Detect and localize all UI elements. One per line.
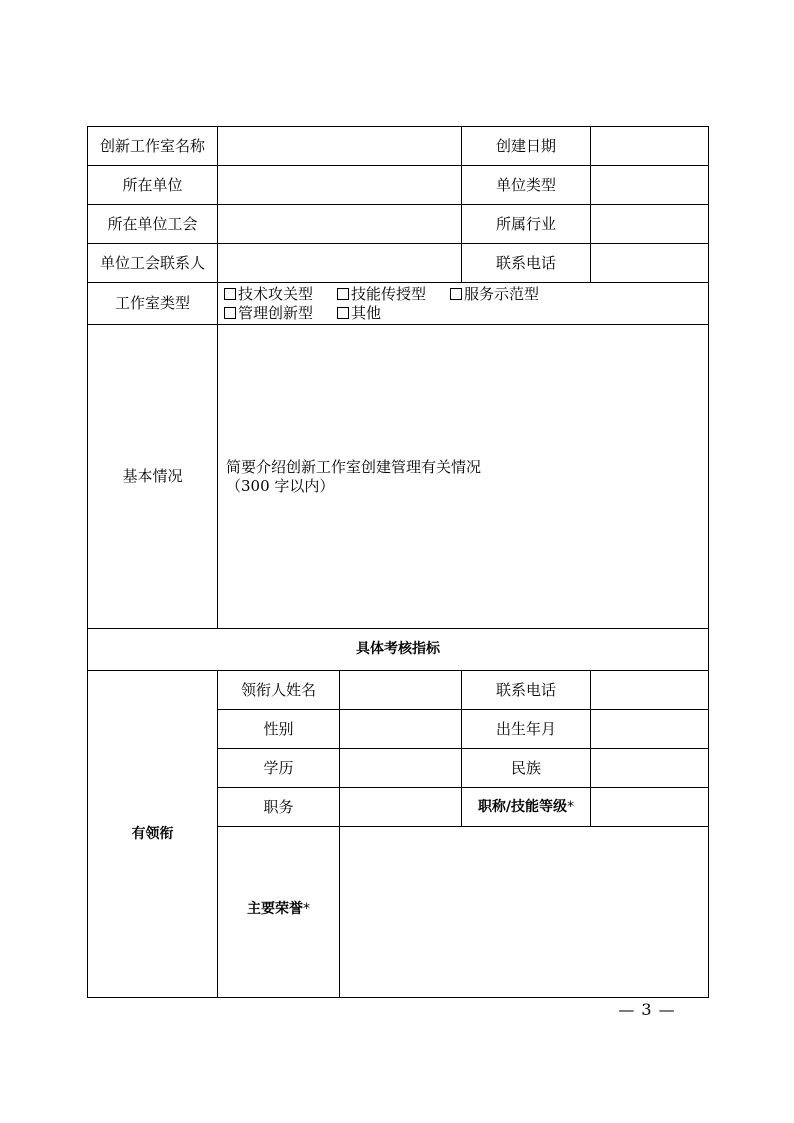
checkbox-management-innovation[interactable]: [224, 304, 313, 323]
title-skill-level-text: 职称/技能等级: [477, 798, 568, 815]
form-row-studio-type: [88, 283, 709, 325]
checkbox-label: 其他: [351, 303, 382, 322]
ethnicity-field[interactable]: [591, 749, 709, 788]
gender-label: 性别: [218, 710, 340, 749]
creation-date-field[interactable]: [591, 127, 709, 166]
checkbox-label: 技术攻关型: [238, 284, 314, 303]
studio-name-label: 创新工作室名称: [88, 127, 218, 166]
form-row-unit: [88, 166, 709, 205]
checkbox-icon: [450, 288, 462, 300]
checkbox-icon: [337, 307, 349, 319]
basic-info-label: 基本情况: [88, 325, 218, 629]
form-row-basic-info: [88, 325, 709, 629]
honors-field[interactable]: [340, 827, 709, 998]
honors-text: 主要荣誉: [247, 901, 303, 917]
checkbox-skill-transfer[interactable]: [337, 285, 426, 304]
checkbox-tech-breakthrough[interactable]: [224, 285, 313, 304]
position-label: 职务: [218, 788, 340, 827]
title-skill-level-field[interactable]: [591, 788, 709, 827]
leader-name-field[interactable]: [340, 671, 462, 710]
required-star: *: [303, 901, 310, 917]
studio-type-options-line2: [224, 304, 702, 323]
form-row-name: [88, 127, 709, 166]
education-label: 学历: [218, 749, 340, 788]
unit-type-label: 单位类型: [462, 166, 591, 205]
unit-label: 所在单位: [88, 166, 218, 205]
unit-type-field[interactable]: [591, 166, 709, 205]
section-title: 具体考核指标: [88, 629, 709, 671]
title-skill-level-label: [462, 788, 591, 827]
union-field[interactable]: [218, 205, 462, 244]
position-field[interactable]: [340, 788, 462, 827]
industry-field[interactable]: [591, 205, 709, 244]
union-contact-label: 单位工会联系人: [88, 244, 218, 283]
basic-info-hint-line2: （300 字以内）: [226, 476, 335, 495]
contact-phone-label: 联系电话: [462, 244, 591, 283]
required-star: *: [567, 798, 575, 815]
application-form: [87, 126, 709, 998]
union-contact-field[interactable]: [218, 244, 462, 283]
checkbox-label: 技能传授型: [351, 284, 427, 303]
unit-field[interactable]: [218, 166, 462, 205]
creation-date-label: 创建日期: [462, 127, 591, 166]
leader-group-label: 有领衔: [88, 671, 218, 998]
checkbox-icon: [337, 288, 349, 300]
checkbox-service-demo[interactable]: [450, 285, 539, 304]
leader-phone-field[interactable]: [591, 671, 709, 710]
ethnicity-label: 民族: [462, 749, 591, 788]
form-row-section-title: [88, 629, 709, 671]
studio-type-label: 工作室类型: [88, 283, 218, 325]
education-field[interactable]: [340, 749, 462, 788]
page-number: — 3 —: [618, 1000, 676, 1019]
industry-label: 所属行业: [462, 205, 591, 244]
gender-field[interactable]: [340, 710, 462, 749]
honors-label: [218, 827, 340, 998]
union-label: 所在单位工会: [88, 205, 218, 244]
contact-phone-field[interactable]: [591, 244, 709, 283]
leader-name-label: 领衔人姓名: [218, 671, 340, 710]
studio-name-field[interactable]: [218, 127, 462, 166]
checkbox-label: 管理创新型: [238, 303, 314, 322]
form-row-leader-name: [88, 671, 709, 710]
leader-phone-label: 联系电话: [462, 671, 591, 710]
form-row-union: [88, 205, 709, 244]
birth-date-label: 出生年月: [462, 710, 591, 749]
checkbox-label: 服务示范型: [464, 284, 540, 303]
form-row-contact: [88, 244, 709, 283]
checkbox-icon: [224, 307, 236, 319]
basic-info-hint-line1: 简要介绍创新工作室创建管理有关情况: [226, 457, 482, 476]
basic-info-field[interactable]: [218, 325, 709, 629]
checkbox-icon: [224, 288, 236, 300]
studio-type-options-line1: [224, 285, 702, 304]
studio-type-options: [218, 283, 709, 325]
checkbox-other[interactable]: [337, 304, 381, 323]
birth-date-field[interactable]: [591, 710, 709, 749]
